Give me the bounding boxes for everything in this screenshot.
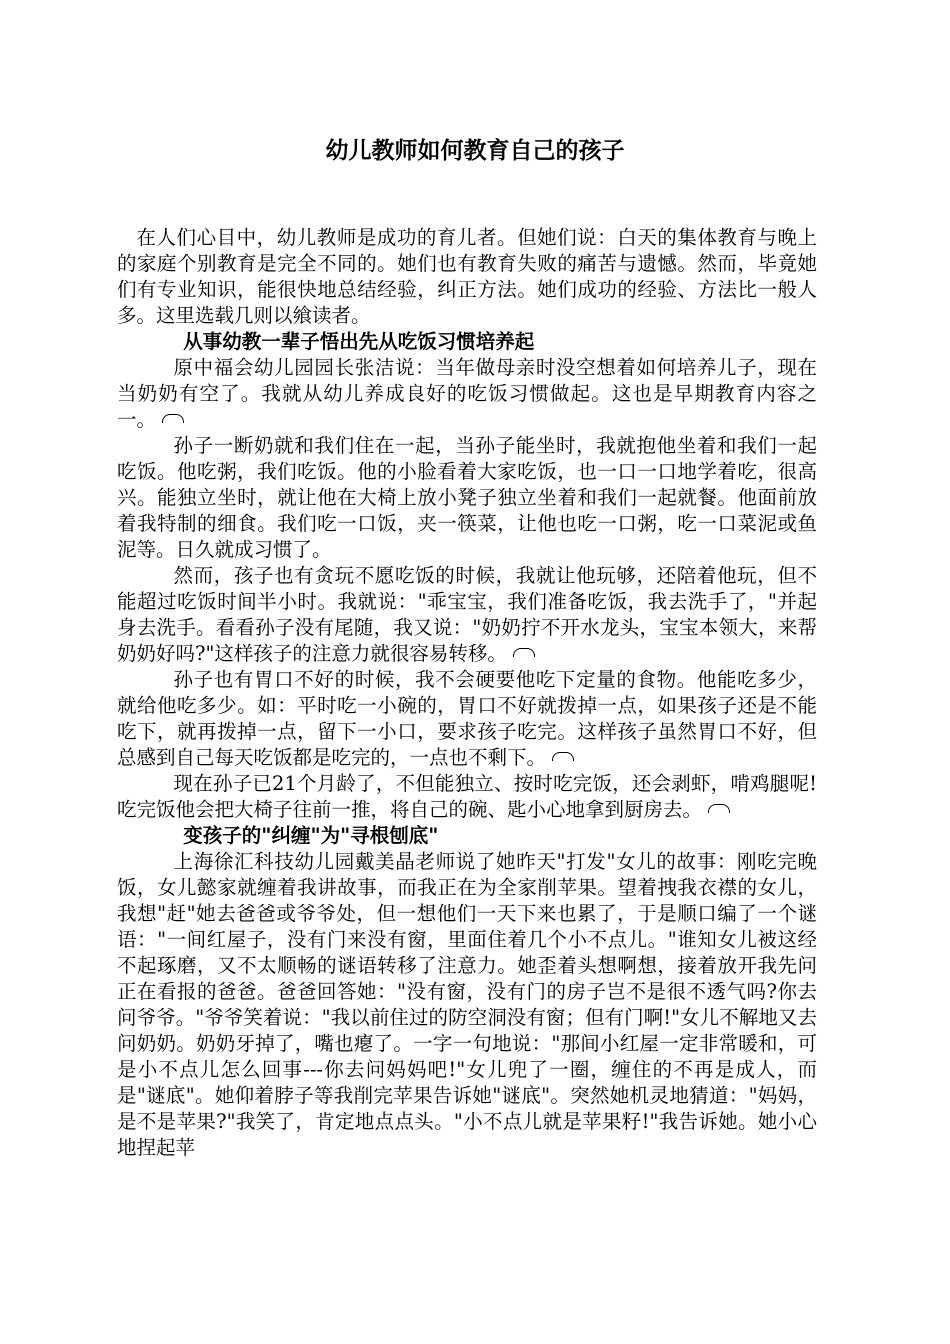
body-paragraph xyxy=(117,667,817,771)
document-body xyxy=(117,225,817,1161)
arc-mark-icon xyxy=(162,414,184,423)
intro-paragraph: 在人们心目中，幼儿教师是成功的育儿者。但她们说：白天的集体教育与晚上的家庭个别教育是完全不同的。她们也有教育失败的痛苦与遗憾。然而，毕竟她们有专业知识，能很快地总结经验，纠正方法。她们成功的经验、方法比一般人多。这里选载几则以飨读者。 xyxy=(117,226,817,327)
body-paragraph xyxy=(117,355,817,433)
paragraph-text: 孙子一断奶就和我们住在一起，当孙子能坐时，我就抱他坐着和我们一起吃饭。他吃粥，我们吃饭。他的小脸看着大家吃饭，也一口一口地学着吃，很高兴。能独立坐时，就让他在大椅上放小凳子独立坐着和我们一起就餐。他面前放着我特制的细食。我们吃一口饭，夹一筷菜，让他也吃一口粥，吃一口菜泥或鱼泥等。日久就成习惯了。 xyxy=(117,434,817,561)
paragraph-text: 原中福会幼儿园园长张洁说：当年做母亲时没空想着如何培养儿子，现在当奶奶有空了。我就从幼儿养成良好的吃饭习惯做起。这也是早期教育内容之一。 xyxy=(117,356,817,431)
body-paragraph xyxy=(117,563,817,667)
paragraph-text: 然而，孩子也有贪玩不愿吃饭的时候，我就让他玩够，还陪着他玩，但不能超过吃饭时间半小时。我就说："乖宝宝，我们准备吃饭，我去洗手了，"并起身去洗手。看看孙子没有尾随，我又说："奶奶拧不开水龙头，宝宝本领大，来帮奶奶好吗?"这样孩子的注意力就很容易转移。 xyxy=(117,564,817,665)
arc-mark-icon xyxy=(513,648,535,657)
paragraph-text: 上海徐汇科技幼儿园戴美晶老师说了她昨天"打发"女儿的故事：刚吃完晚饭，女儿懿家就缠着我讲故事，而我正在为全家削苹果。望着拽我衣襟的女儿，我想"赶"她去爸爸或爷爷处，但一想他们一天下来也累了，于是顺口编了一个谜语："一间红屋子，没有门来没有窗，里面住着几个小不点儿。"谁知女儿被这经不起琢磨，又不太顺畅的谜语转移了注意力。她歪着头想啊想，接着放开我先问正在看报的爸爸。爸爸回答她："没有窗，没有门的房子岂不是很不透气吗?你去问爷爷。"爷爷笑着说："我以前住过的防空洞没有窗；但有门啊!"女儿不解地又去问奶奶。奶奶牙掉了，嘴也瘪了。一字一句地说："那间小红屋一定非常暖和，可是小不点儿怎么回事---你去问妈妈吧!"女儿兜了一圈，缠住的不再是成人，而是"谜底"。她仰着脖子等我削完苹果告诉她"谜底"。突然她机灵地猜道："妈妈，是不是苹果?"我笑了，肯定地点点头。"小不点儿就是苹果籽!"我告诉她。她小心地捏起苹 xyxy=(117,850,817,1159)
arc-mark-icon xyxy=(552,752,574,761)
paragraph-text: 现在孙子已21个月龄了，不但能独立、按时吃完饭，还会剥虾，啃鸡腿呢!吃完饭他会把大椅子往前一推，将自己的碗、匙小心地拿到厨房去。 xyxy=(117,772,817,821)
body-paragraph xyxy=(117,849,817,1161)
paragraph-text: 孙子也有胃口不好的时候，我不会硬要他吃下定量的食物。他能吃多少，就给他吃多少。如：平时吃一小碗的，胃口不好就拨掉一点，如果孩子还是不能吃下，就再拨掉一点，留下一小口，要求孩子吃完。这样孩子虽然胃口不好，但总感到自己每天吃饭都是吃完的，一点也不剩下。 xyxy=(117,668,817,769)
section-heading-1: 从事幼教一辈子悟出先从吃饭习惯培养起 xyxy=(183,330,535,353)
document-title: 幼儿教师如何教育自己的孩子 xyxy=(325,137,625,164)
body-paragraph xyxy=(117,433,817,563)
body-paragraph xyxy=(117,771,817,823)
arc-mark-icon xyxy=(708,804,730,813)
section-heading-2: 变孩子的"纠缠"为"寻根刨底" xyxy=(183,824,439,847)
